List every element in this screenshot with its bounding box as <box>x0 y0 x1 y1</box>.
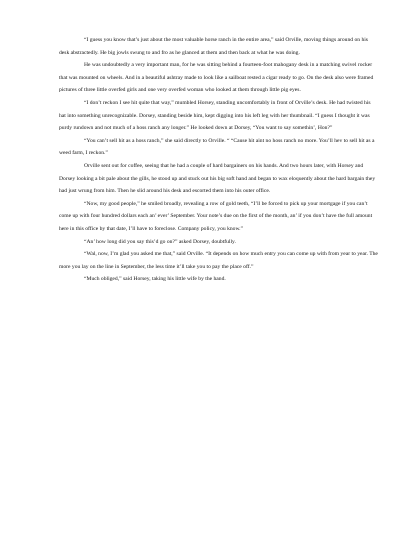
paragraph-2: He was undoubtedly a very important man, for he was sitting behind a fourteen-foot mahogany desk in a matching swivel rocker that was mounted on wheels. And in a beautiful ashtray made to look like a sailboat rested a cigar ready to go. On the desk also were framed pictures of three little overfed girls and one very overfed woman who looked at them through little pig eyes. <box>59 62 374 94</box>
paragraph-9: “Much obliged,” said Horsey, taking his little wife by the hand. <box>84 276 226 283</box>
paragraph-7: “An’ how long did you say this’d go on?” asked Dorsey, doubtfully. <box>84 238 236 245</box>
paragraph-6: “Now, my good people,” he smiled broadly, revealing a row of gold teeth, “I’ll be forced to pick up your mortgage if you can’t come up with four hundred dollars each an’ ever’ September. Your note’s due on the first of the month, an’ if you don’t have the full amount here in this office by that date, I’ll have to foreclose. Company policy, you know.” <box>59 200 373 232</box>
paragraph-4: “You can’t sell hit as a hoss ranch,” she said directly to Orville. “ “Cause hit aint no hoss ranch no more. You’ll hev to sell hit as a weed farm, I reckon.” <box>59 137 375 157</box>
paragraph-5: Orville sent out for coffee, seeing that he had a couple of hard bargainers on his hands. And two hours later, with Horsey and Dorsey looking a bit pale about the gills, he stood up and stuck out his big soft hand and began to wax eloquently about the hard bargain they had just wrung from him. Then he slid around his desk and escorted them into his outer office. <box>59 162 376 195</box>
paragraph-3: “I don’t reckon I see hit quite that way,” mumbled Horsey, standing uncomfortably in front of Orville’s desk. He had twisted his hat into something unrecognizable. Dorsey, standing beside him, kept digging into his left leg with her thumbnail. “I guess I thought it was purdy rundown and not much of a hoss ranch any longer.” He looked down at Dorsey, “You want to say somethin’, Hon?” <box>59 99 371 132</box>
paragraph-8: “Wal, now, I’m glad you asked me that,” said Orville. “It depends on how much entry you can come up with from year to year. The more you lay on the line in September, the less time it’ll take you to pay the place off.” <box>59 251 378 270</box>
paragraph-1: “I guess you know that’s just about the most valuable horse ranch in the entire area,” said Orville, moving things around on his desk abstractedly. He big jowls swung to and fro as he glanced at them and then back at what he was doing. <box>59 37 368 56</box>
